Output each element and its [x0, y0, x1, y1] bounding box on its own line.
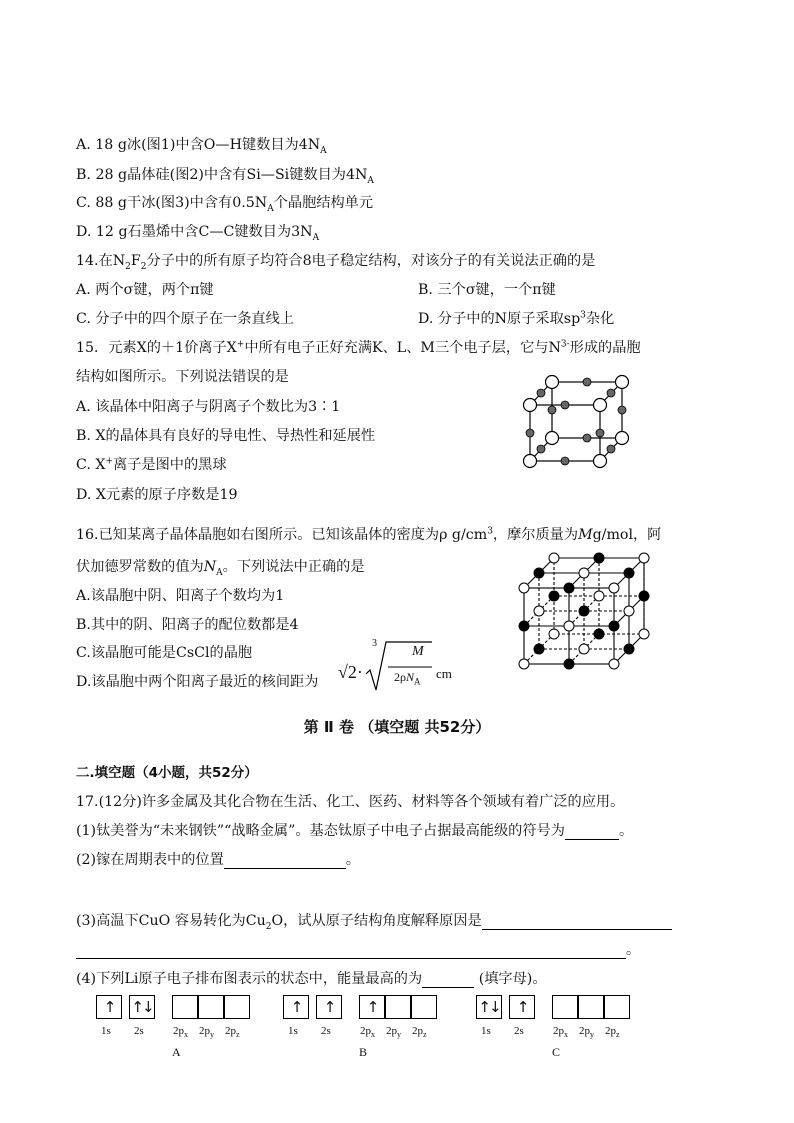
orbital-label: 2s: [134, 1025, 144, 1037]
q17-part1-blank[interactable]: [565, 825, 619, 840]
orbital-box: [385, 995, 411, 1019]
orbital-label: $2p_y$: [386, 1025, 401, 1040]
q15-option-c: C. X+离子是图中的黑球: [76, 456, 227, 473]
orbital-option-letter: A: [172, 1045, 181, 1059]
orbital-box: ↑: [316, 995, 342, 1019]
q16-option-a: A.该晶胞中阴、阳离子个数均为1: [76, 588, 285, 604]
orbital-label: 1s: [481, 1025, 491, 1037]
orbital-label: $2p_z$: [412, 1025, 427, 1040]
orbital-label: $2p_y$: [199, 1025, 214, 1040]
orbital-box: [578, 995, 604, 1019]
q13-option-a: A. 18 g冰(图1)中含O—H键数目为$4N_A$: [76, 137, 327, 156]
orbital-option-letter: C: [552, 1045, 561, 1059]
orbital-label: $2p_z$: [605, 1025, 620, 1040]
orbital-label: 1s: [288, 1025, 298, 1037]
orbital-label: 2s: [321, 1025, 331, 1037]
q14-stem: 14.在$N_2F_2$分子中的所有原子均符合8电子稳定结构，对该分子的有关说法正确的是: [76, 253, 596, 272]
orbital-label: $2p_z$: [225, 1025, 240, 1040]
q13-option-d: D. 12 g石墨烯中含C—C键数目为$3N_A$: [76, 224, 320, 243]
q17-part3-cont: 。: [76, 941, 640, 959]
orbital-option-letter: B: [359, 1045, 368, 1059]
orbital-box: [552, 995, 578, 1019]
q13-option-c: C. 88 g干冰(图3)中含有$0.5N_A$个晶胞结构单元: [76, 195, 374, 214]
q16-lattice-figure: [516, 548, 658, 670]
q17-part4-blank[interactable]: [422, 973, 474, 988]
q16-option-b: B.其中的阴、阳离子的配位数都是4: [76, 617, 299, 633]
q17-part2: (2)镓在周期表中的位置 。: [76, 852, 360, 868]
q14-option-a: A. 两个σ键，两个π键: [76, 282, 214, 298]
q14-option-c: C. 分子中的四个原子在一条直线上: [76, 311, 294, 327]
orbital-label: 2s: [514, 1025, 524, 1037]
orbital-label: $2p_x$: [173, 1025, 188, 1040]
q17-part3-blank-1[interactable]: [482, 915, 672, 930]
q17-part3-blank-2[interactable]: [76, 944, 626, 959]
orbital-label: $2p_x$: [360, 1025, 375, 1040]
q17-part4: (4)下列Li原子电子排布图表示的状态中，能量最高的为 (填字母)。: [76, 971, 547, 987]
q15-crystal-cell-figure: [518, 372, 636, 470]
orbital-box: [604, 995, 630, 1019]
orbital-box: ↑: [283, 995, 309, 1019]
orbital-box: [411, 995, 437, 1019]
q17-stem: 17.(12分)许多金属及其化合物在生活、化工、医药、材料等各个领域有着广泛的应用。: [76, 794, 625, 810]
orbital-box: ↑: [509, 995, 535, 1019]
q17-part2-blank[interactable]: [224, 854, 346, 869]
orbital-box: ↑: [359, 995, 385, 1019]
q16-distance-formula: √2· 3 M $2\rho N_A$ cm: [338, 636, 458, 694]
part2-title: 二.填空题（4小题，共52分）: [76, 765, 258, 781]
orbital-label: 1s: [101, 1025, 111, 1037]
q14-option-b: B. 三个σ键，一个π键: [418, 282, 556, 298]
q15-stem-line2: 结构如图所示。下列说法错误的是: [76, 369, 289, 385]
q16-stem-line2: 伏加德罗常数的值为$N_A$。下列说法中正确的是: [76, 559, 365, 578]
q15-stem-line1: 15．元素X的＋1价离子X+中所有电子正好充满K、L、M三个电子层，它与$N^{3-}$形成的晶胞: [76, 339, 641, 356]
orbital-box: [172, 995, 198, 1019]
orbital-label: $2p_x$: [553, 1025, 568, 1040]
q16-option-d: D.该晶胞中两个阳离子最近的核间距为: [76, 674, 319, 690]
q14-option-d: D. 分子中的N原子采取$sp^3$杂化: [418, 310, 615, 327]
q16-option-c: C.该晶胞可能是CsCl的晶胞: [76, 645, 253, 661]
q15-option-d: D. X元素的原子序数是19: [76, 487, 238, 503]
q13-option-b: B. 28 g晶体硅(图2)中含有Si—Si键数目为$4N_A$: [76, 167, 374, 186]
orbital-box: ↑: [96, 995, 122, 1019]
orbital-box: [198, 995, 224, 1019]
orbital-box: [224, 995, 250, 1019]
section-title: 第 Ⅱ 卷 （填空题 共52分）: [303, 718, 491, 736]
orbital-box: ↑↓: [129, 995, 155, 1019]
q17-part3: (3)高温下CuO 容易转化为$Cu_2O$，试从原子结构角度解释原因是: [76, 912, 672, 930]
q15-option-b: B. X的晶体具有良好的导电性、导热性和延展性: [76, 428, 376, 444]
orbital-box: ↑↓: [476, 995, 502, 1019]
q15-option-a: A. 该晶体中阳离子与阴离子个数比为3∶1: [76, 399, 341, 415]
orbital-label: $2p_y$: [579, 1025, 594, 1040]
q16-stem-line1: 16.已知某离子晶体晶胞如右图所示。已知该晶体的密度为ρ $g/cm^3$，摩尔质量为Mg/mol，阿: [76, 526, 662, 543]
q17-part1: (1)钛美誉为“未来钢铁”“战略金属”。基态钛原子中电子占据最高能级的符号为 。: [76, 823, 634, 839]
